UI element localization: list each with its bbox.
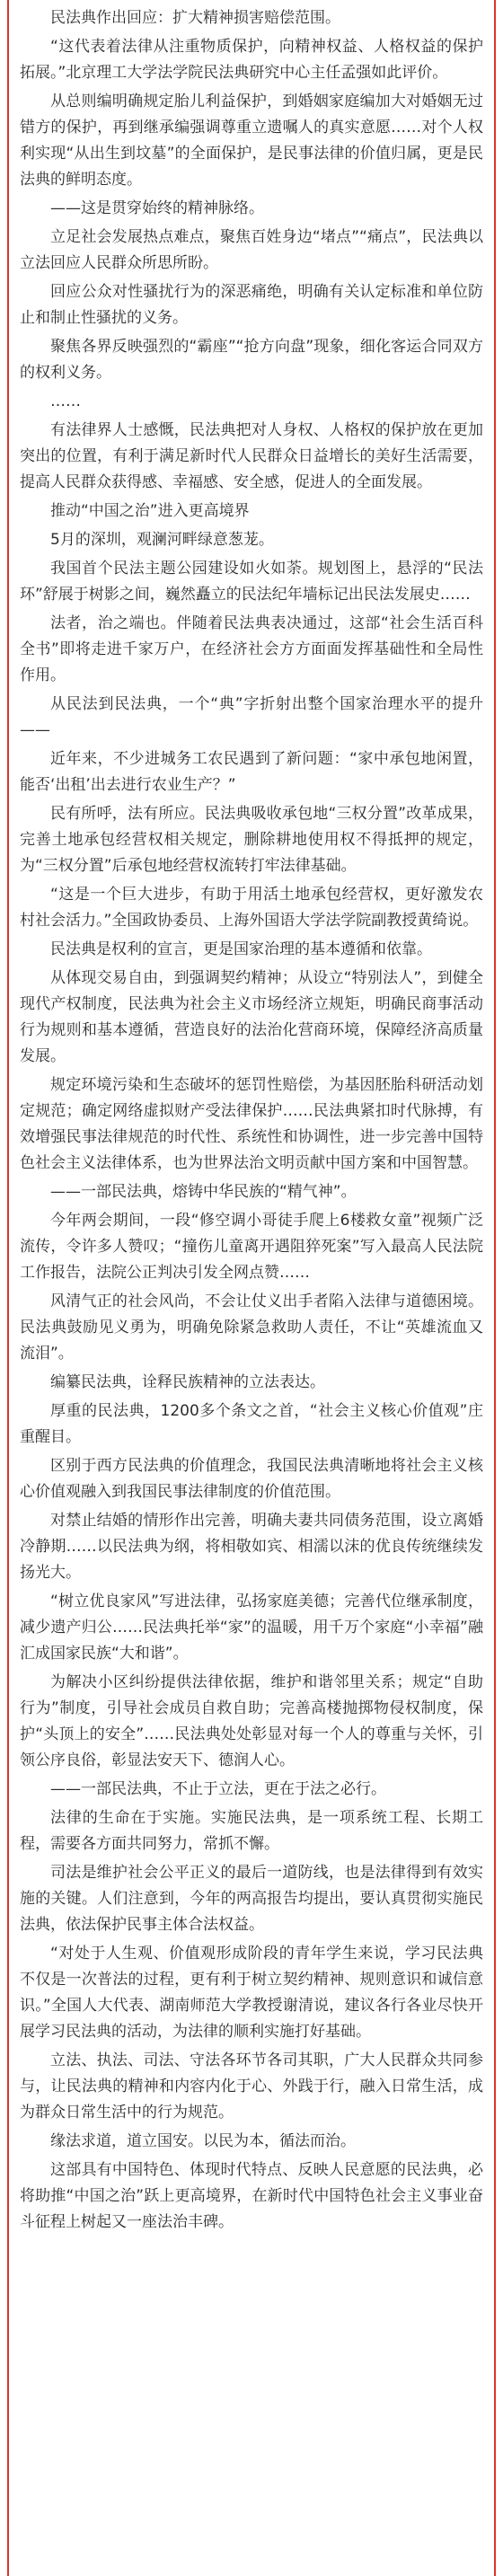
paragraph: 司法是维护社会公平正义的最后一道防线，也是法律得到有效实施的关键。人们注意到，今年的两高报告均提出，要认真贯彻实施民法典，依法保护民事主体合法权益。 [20,1864,483,1934]
paragraph: 有法律界人士感慨，民法典把对人身权、人格权的保护放在更加突出的位置，有利于满足新时代人民群众日益增长的美好生活需要，提高人民群众获得感、幸福感、安全感，促进人的全面发展。 [20,421,483,491]
paragraph-ellipsis: …… [50,393,81,410]
paragraph: 立足社会发展热点难点，聚焦百姓身边“堵点”“痛点”，民法典以立法回应人民群众所思所盼。 [20,228,483,272]
paragraph: 回应公众对性骚扰行为的深恶痛绝，明确有关认定标准和单位防止和制止性骚扰的义务。 [20,283,483,327]
paragraph: 区别于西方民法典的价值理念，我国民法典清晰地将社会主义核心价值观融入到我国民事法律制度的价值范围。 [20,1457,483,1501]
section-heading: 推动“中国之治”进入更高境界 [50,502,250,520]
paragraph: 5月的深圳，观澜河畔绿意葱茏。 [50,531,274,549]
paragraph: 今年两会期间，一段“修空调小哥徒手爬上6楼救女童”视频广泛流传，令许多人赞叹；“撞伤儿童离开遇阻猝死案”写入最高人民法院工作报告，法院公正判决引发全网点赞…… [20,1212,483,1282]
paragraph: “对处于人生观、价值观形成阶段的青年学生来说，学习民法典不仅是一次普法的过程，更有利于树立契约精神、规则意识和诚信意识。”全国人大代表、湖南师范大学教授谢清说，建议各行各业尽快开展学习民法典的活动，为法律的顺利实施打好基础。 [20,1945,483,2041]
paragraph: 这部具有中国特色、体现时代特点、反映人民意愿的民法典，必将助推“中国之治”跃上更高境界，在新时代中国特色社会主义事业奋斗征程上树起又一座法治丰碑。 [20,2161,483,2231]
paragraph: ——一部民法典，不止于立法，更在于法之必行。 [50,1780,386,1798]
paragraph: 从总则编明确规定胎儿利益保护，到婚姻家庭编加大对婚姻无过错方的保护，再到继承编强调尊重立遗嘱人的真实意愿……对个人权利实现“从出生到坟墓”的全面保护，是民事法律的价值归属，更是民法典的鲜明态度。 [20,93,483,189]
paragraph: 民法典作出回应：扩大精神损害赔偿范围。 [50,9,340,27]
paragraph: 我国首个民法主题公园建设如火如荼。规划图上，悬浮的“民法环”舒展于树影之间，巍然矗立的民法纪年墙标记出民法发展史…… [20,560,483,604]
paragraph: 为解决小区纠纷提供法律依据，维护和谐邻里关系；规定“自助行为”制度，引导社会成员自救自助；完善高楼抛掷物侵权制度，保护“头顶上的安全”……民法典处处彰显对每一个人的尊重与关怀，引领公序良俗，彰显法安天下、德润人心。 [20,1673,483,1769]
paragraph: 立法、执法、司法、守法各环节各司其职，广大人民群众共同参与，让民法典的精神和内容内化于心、外践于行，融入日常生活，成为群众日常生活中的行为规范。 [20,2051,483,2122]
paragraph: 近年来，不少进城务工农民遇到了新问题：“家中承包地闲置，能否‘出租’出去进行农业生产？” [20,750,483,794]
paragraph: “这代表着法律从注重物质保护，向精神权益、人格权益的保护拓展。”北京理工大学法学院民法典研究中心主任孟强如此评价。 [20,38,483,82]
paragraph: 民法典是权利的宣言，更是国家治理的基本遵循和依靠。 [50,940,432,958]
paragraph: 从体现交易自由，到强调契约精神；从设立“特别法人”，到健全现代产权制度，民法典为社会主义市场经济立规矩，明确民商事活动行为规则和基本遵循，营造良好的法治化营商环境，保障经济高质量发展。 [20,969,483,1065]
paragraph: 法者，治之端也。伴随着民法典表决通过，这部“社会生活百科全书”即将走进千家万户，在经济社会方方面面发挥基础性和全局性作用。 [20,614,483,684]
paragraph: 民有所呼，法有所应。民法典吸收承包地“三权分置”改革成果，完善土地承包经营权相关规定，删除耕地使用权不得抵押的规定，为“三权分置”后承包地经营权流转打牢法律基础。 [20,805,483,875]
paragraph: ——这是贯穿始终的精神脉络。 [50,199,264,217]
paragraph: 厚重的民法典，1200多个条文之首，“社会主义核心价值观”庄重醒目。 [20,1402,483,1446]
paragraph: 规定环境污染和生态破坏的惩罚性赔偿，为基因胚胎科研活动划定规范；确定网络虚拟财产受法律保护……民法典紧扣时代脉搏，有效增强民事法律规范的时代性、系统性和协调性，进一步完善中国特色社会主义法律体系，也为世界法治文明贡献中国方案和中国智慧。 [20,1076,483,1172]
paragraph: “这是一个巨大进步，有助于用活土地承包经营权，更好激发农村社会活力。”全国政协委员、上海外国语大学法学院副教授黄绮说。 [20,886,483,930]
paragraph: “树立优良家风”写进法律，弘扬家庭美德；完善代位继承制度，减少遗产归公……民法典托举“家”的温暖，用千万个家庭“小幸福”融汇成国家民族“大和谐”。 [20,1592,483,1663]
paragraph: 法律的生命在于实施。实施民法典，是一项系统工程、长期工程，需要各方面共同努力，常抓不懈。 [20,1809,483,1853]
paragraph: 从民法到民法典，一个“典”字折射出整个国家治理水平的提升—— [20,695,483,739]
article-body [20,5,483,2236]
paragraph: 缘法求道，道立国安。以民为本，循法而治。 [50,2132,356,2150]
paragraph: 聚焦各界反映强烈的“霸座”“抢方向盘”现象，细化客运合同双方的权利义务。 [20,338,483,382]
paragraph: 对禁止结婚的情形作出完善，明确夫妻共同债务范围，设立离婚冷静期……以民法典为纲，将相敬如宾、相濡以沫的优良传统继续发扬光大。 [20,1512,483,1582]
paragraph: ——一部民法典，熔铸中华民族的“精气神”。 [50,1183,357,1201]
article-page [7,0,496,2576]
paragraph: 编纂民法典，诠释民族精神的立法表达。 [50,1373,325,1391]
paragraph: 风清气正的社会风尚，不会让仗义出手者陷入法律与道德困境。民法典鼓励见义勇为，明确免除紧急救助人责任，不让“英雄流血又流泪”。 [20,1292,483,1363]
